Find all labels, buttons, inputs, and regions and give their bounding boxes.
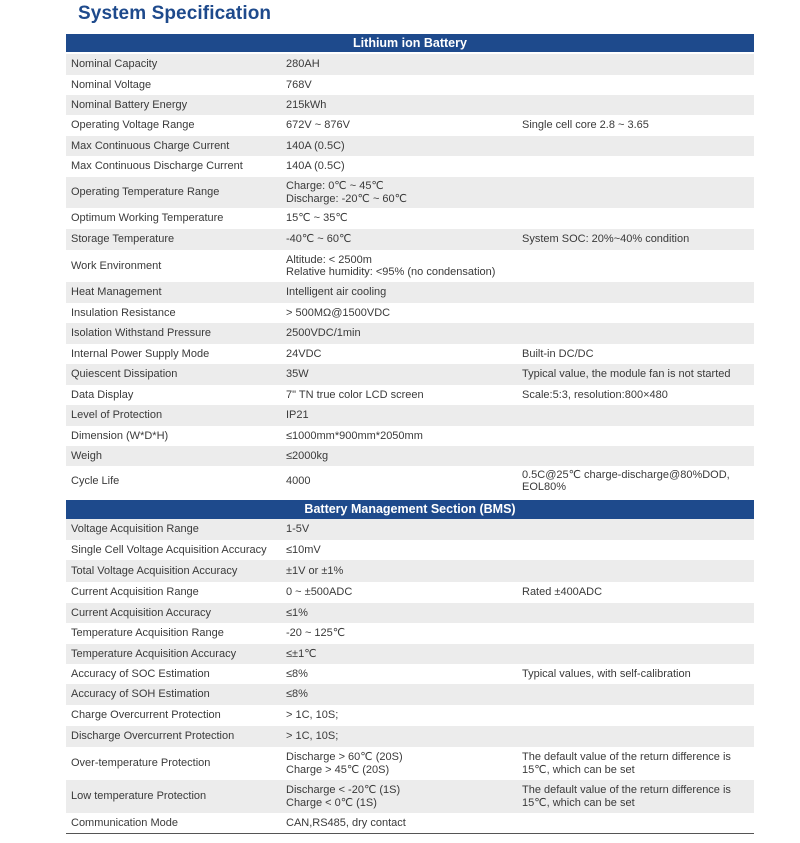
spec-note-line: EOL80%	[522, 481, 567, 493]
spec-note	[522, 705, 750, 726]
spec-label-text: Total Voltage Acquisition Accuracy	[71, 564, 238, 577]
spec-row-cycle-life	[66, 466, 754, 496]
spec-value	[286, 726, 516, 747]
spec-value-line: ≤10mV	[286, 543, 321, 556]
spec-value	[286, 385, 516, 405]
spec-label	[71, 560, 281, 582]
spec-label	[71, 519, 281, 540]
spec-value-line: Charge > 45℃ (20S)	[286, 763, 390, 776]
spec-value	[286, 603, 516, 623]
section-header-battery: Lithium ion Battery	[66, 34, 754, 52]
spec-note	[522, 177, 750, 208]
spec-row-nominal-capacity	[66, 54, 754, 75]
spec-note-line: Single cell core 2.8 ~ 3.65	[522, 119, 649, 132]
spec-note-line: The default value of the return difference is	[522, 784, 731, 796]
spec-value-line: Discharge > 60℃ (20S)	[286, 751, 403, 763]
spec-value-line: 0 ~ ±500ADC	[286, 586, 353, 599]
spec-label-text: Max Continuous Discharge Current	[71, 160, 243, 173]
spec-value-line: ≤1%	[286, 606, 308, 619]
spec-note	[522, 136, 750, 156]
spec-value-line: ≤1000mm*900mm*2050mm	[286, 429, 423, 442]
spec-value	[286, 405, 516, 426]
spec-row-optimum-working-temperature	[66, 208, 754, 229]
spec-note-line: 0.5C@25℃ charge-discharge@80%DOD,	[522, 468, 730, 481]
spec-value	[286, 156, 516, 177]
spec-value	[286, 466, 516, 496]
spec-value-line: 140A (0.5C)	[286, 139, 345, 152]
spec-value-line: Charge < 0℃ (1S)	[286, 796, 377, 809]
spec-value	[286, 229, 516, 250]
spec-note-line: System SOC: 20%~40% condition	[522, 233, 690, 246]
spec-note-line: 15℃, which can be set	[522, 796, 635, 809]
spec-note	[522, 208, 750, 229]
spec-value-line: -40℃ ~ 60℃	[286, 233, 352, 246]
spec-value	[286, 684, 516, 705]
spec-value-line: ≤8%	[286, 688, 308, 701]
spec-note-line: 15℃, which can be set	[522, 763, 635, 776]
spec-row-nominal-voltage	[66, 75, 754, 95]
spec-label	[71, 282, 281, 303]
spec-value-line: ≤±1℃	[286, 647, 317, 660]
spec-label-text: Over-temperature Protection	[71, 757, 211, 770]
spec-note	[522, 54, 750, 75]
spec-label-text: Insulation Resistance	[71, 306, 176, 319]
spec-label	[71, 446, 281, 466]
spec-label-text: Accuracy of SOH Estimation	[71, 688, 210, 701]
spec-row-operating-temperature-range	[66, 177, 754, 208]
spec-label	[71, 303, 281, 323]
spec-value-line: Discharge < -20℃ (1S)	[286, 784, 401, 796]
spec-value-line: 7" TN true color LCD screen	[286, 388, 424, 401]
spec-note	[522, 250, 750, 282]
spec-note	[522, 623, 750, 644]
spec-value	[286, 95, 516, 115]
spec-value-line: ±1V or ±1%	[286, 564, 344, 577]
spec-row-over-temperature-protection	[66, 747, 754, 780]
spec-note	[522, 156, 750, 177]
spec-label-text: Low temperature Protection	[71, 790, 207, 803]
spec-value	[286, 519, 516, 540]
spec-value	[286, 705, 516, 726]
spec-value	[286, 426, 516, 446]
spec-label-text: Nominal Voltage	[71, 78, 152, 91]
spec-row-total-voltage-acquisition-accuracy	[66, 560, 754, 582]
spec-note-line: The default value of the return difference is	[522, 751, 731, 763]
spec-value	[286, 813, 516, 833]
spec-row-temperature-acquisition-accuracy	[66, 644, 754, 664]
spec-label-text: Level of Protection	[71, 409, 163, 422]
spec-label	[71, 540, 281, 560]
spec-note-line: Rated ±400ADC	[522, 586, 603, 599]
spec-label	[71, 747, 281, 780]
spec-row-weigh	[66, 446, 754, 466]
spec-label-text: Storage Temperature	[71, 233, 175, 246]
spec-row-max-continuous-charge-current	[66, 136, 754, 156]
spec-value-line: > 1C, 10S;	[286, 730, 339, 743]
spec-row-current-acquisition-range	[66, 582, 754, 603]
spec-note	[522, 115, 750, 136]
page-title: System Specification	[78, 3, 272, 24]
spec-value	[286, 250, 516, 282]
spec-row-low-temperature-protection	[66, 780, 754, 813]
spec-value	[286, 75, 516, 95]
spec-value	[286, 344, 516, 364]
spec-label-text: Cycle Life	[71, 474, 120, 487]
spec-note	[522, 519, 750, 540]
spec-label-text: Accuracy of SOC Estimation	[71, 667, 210, 680]
spec-value-line: > 500MΩ@1500VDC	[286, 306, 391, 319]
spec-note	[522, 426, 750, 446]
spec-label	[71, 385, 281, 405]
spec-value-line: 215kWh	[286, 98, 327, 111]
spec-value	[286, 136, 516, 156]
spec-value	[286, 560, 516, 582]
spec-row-charge-overcurrent-protection	[66, 705, 754, 726]
spec-label-text: Nominal Battery Energy	[71, 98, 188, 111]
spec-note	[522, 726, 750, 747]
spec-label	[71, 229, 281, 250]
spec-label-text: Temperature Acquisition Range	[71, 627, 224, 640]
spec-row-storage-temperature	[66, 229, 754, 250]
spec-row-single-cell-voltage-acquisition-accuracy	[66, 540, 754, 560]
spec-value-line: Discharge: -20℃ ~ 60℃	[286, 192, 408, 205]
spec-label	[71, 208, 281, 229]
spec-label-text: Dimension (W*D*H)	[71, 429, 169, 442]
spec-label-text: Charge Overcurrent Protection	[71, 709, 221, 722]
spec-row-heat-management	[66, 282, 754, 303]
spec-label	[71, 344, 281, 364]
spec-note-line: Scale:5:3, resolution:800×480	[522, 388, 668, 401]
spec-note	[522, 385, 750, 405]
spec-row-communication-mode	[66, 813, 754, 833]
spec-row-operating-voltage-range	[66, 115, 754, 136]
spec-value-line: 24VDC	[286, 347, 322, 360]
spec-label	[71, 75, 281, 95]
spec-note-line: Built-in DC/DC	[522, 347, 594, 360]
spec-row-accuracy-of-soc-estimation	[66, 664, 754, 684]
spec-label	[71, 603, 281, 623]
spec-label-text: Temperature Acquisition Accuracy	[71, 647, 237, 660]
spec-label	[71, 684, 281, 705]
spec-value-line: 2500VDC/1min	[286, 327, 361, 340]
spec-value	[286, 177, 516, 208]
spec-label-text: Internal Power Supply Mode	[71, 347, 210, 360]
spec-value-line: -20 ~ 125℃	[286, 627, 346, 640]
spec-note	[522, 644, 750, 664]
spec-label	[71, 466, 281, 496]
spec-row-dimension-w-d-h	[66, 426, 754, 446]
spec-label-text: Weigh	[71, 449, 102, 462]
spec-label	[71, 726, 281, 747]
spec-value	[286, 582, 516, 603]
spec-value-line: 280AH	[286, 58, 320, 71]
spec-row-insulation-resistance	[66, 303, 754, 323]
spec-label	[71, 136, 281, 156]
spec-label-text: Optimum Working Temperature	[71, 212, 224, 225]
spec-row-max-continuous-discharge-current	[66, 156, 754, 177]
spec-value	[286, 208, 516, 229]
spec-value-line: 140A (0.5C)	[286, 160, 345, 173]
table-bottom-rule	[66, 833, 754, 834]
spec-note	[522, 664, 750, 684]
spec-note	[522, 75, 750, 95]
spec-note	[522, 323, 750, 344]
spec-note	[522, 446, 750, 466]
spec-note	[522, 813, 750, 833]
spec-note	[522, 303, 750, 323]
spec-row-accuracy-of-soh-estimation	[66, 684, 754, 705]
spec-value	[286, 54, 516, 75]
spec-label-text: Nominal Capacity	[71, 58, 158, 71]
spec-row-temperature-acquisition-range	[66, 623, 754, 644]
spec-label-text: Quiescent Dissipation	[71, 368, 178, 381]
spec-value-line: IP21	[286, 409, 309, 422]
spec-value-line: 1-5V	[286, 523, 310, 536]
spec-value	[286, 115, 516, 136]
spec-label	[71, 115, 281, 136]
spec-note	[522, 780, 750, 813]
spec-value	[286, 303, 516, 323]
spec-value-line: 35W	[286, 368, 309, 381]
spec-label	[71, 364, 281, 385]
spec-label	[71, 664, 281, 684]
spec-row-work-environment	[66, 250, 754, 282]
spec-label-text: Communication Mode	[71, 816, 178, 829]
spec-value	[286, 282, 516, 303]
spec-value-line: 15℃ ~ 35℃	[286, 212, 348, 225]
spec-label	[71, 156, 281, 177]
spec-row-nominal-battery-energy	[66, 95, 754, 115]
spec-value-line: Altitude: < 2500m	[286, 253, 372, 266]
spec-label	[71, 323, 281, 344]
spec-label	[71, 405, 281, 426]
spec-label	[71, 644, 281, 664]
spec-note	[522, 95, 750, 115]
spec-value	[286, 540, 516, 560]
spec-note	[522, 747, 750, 780]
spec-note	[522, 684, 750, 705]
spec-label	[71, 177, 281, 208]
spec-value	[286, 664, 516, 684]
spec-label-text: Current Acquisition Accuracy	[71, 606, 212, 619]
spec-note	[522, 344, 750, 364]
spec-value-line: 4000	[286, 474, 311, 487]
spec-note	[522, 560, 750, 582]
spec-row-discharge-overcurrent-protection	[66, 726, 754, 747]
section-header-bms: Battery Management Section (BMS)	[66, 500, 754, 519]
spec-label-text: Single Cell Voltage Acquisition Accuracy	[71, 543, 267, 556]
spec-label-text: Work Environment	[71, 259, 162, 272]
spec-label	[71, 95, 281, 115]
spec-label-text: Discharge Overcurrent Protection	[71, 730, 235, 743]
spec-label-text: Voltage Acquisition Range	[71, 523, 199, 536]
spec-label	[71, 426, 281, 446]
spec-row-current-acquisition-accuracy	[66, 603, 754, 623]
spec-label	[71, 813, 281, 833]
spec-value-line: > 1C, 10S;	[286, 709, 339, 722]
spec-note	[522, 603, 750, 623]
spec-value-line: 768V	[286, 78, 312, 91]
spec-value-line: CAN,RS485, dry contact	[286, 816, 406, 829]
spec-row-level-of-protection	[66, 405, 754, 426]
spec-value-line: ≤2000kg	[286, 449, 329, 462]
spec-label	[71, 582, 281, 603]
spec-value	[286, 364, 516, 385]
spec-label	[71, 705, 281, 726]
spec-value	[286, 780, 516, 813]
spec-label-text: Max Continuous Charge Current	[71, 139, 230, 152]
spec-value	[286, 623, 516, 644]
spec-note	[522, 229, 750, 250]
spec-note	[522, 582, 750, 603]
spec-label-text: Isolation Withstand Pressure	[71, 327, 212, 340]
spec-row-internal-power-supply-mode	[66, 344, 754, 364]
spec-label-text: Current Acquisition Range	[71, 586, 199, 599]
spec-note	[522, 466, 750, 496]
spec-label	[71, 623, 281, 644]
spec-label	[71, 250, 281, 282]
spec-row-voltage-acquisition-range	[66, 519, 754, 540]
spec-note-line: Typical value, the module fan is not started	[522, 368, 731, 381]
spec-value-line: Intelligent air cooling	[286, 286, 387, 299]
spec-value-line: 672V ~ 876V	[286, 119, 350, 132]
spec-row-quiescent-dissipation	[66, 364, 754, 385]
spec-row-data-display	[66, 385, 754, 405]
spec-note	[522, 364, 750, 385]
spec-label-text: Data Display	[71, 388, 134, 401]
spec-note	[522, 405, 750, 426]
spec-row-isolation-withstand-pressure	[66, 323, 754, 344]
spec-value-line: Charge: 0℃ ~ 45℃	[286, 180, 384, 192]
spec-value	[286, 644, 516, 664]
spec-label-text: Heat Management	[71, 286, 162, 299]
spec-value-line: ≤8%	[286, 667, 308, 680]
spec-label	[71, 54, 281, 75]
spec-label	[71, 780, 281, 813]
spec-value-line: Relative humidity: <95% (no condensation)	[286, 266, 496, 278]
spec-label-text: Operating Voltage Range	[71, 119, 195, 132]
spec-value	[286, 747, 516, 780]
spec-label-text: Operating Temperature Range	[71, 186, 220, 199]
spec-value	[286, 323, 516, 344]
spec-note	[522, 540, 750, 560]
spec-note	[522, 282, 750, 303]
spec-note-line: Typical values, with self-calibration	[522, 667, 691, 680]
spec-value	[286, 446, 516, 466]
